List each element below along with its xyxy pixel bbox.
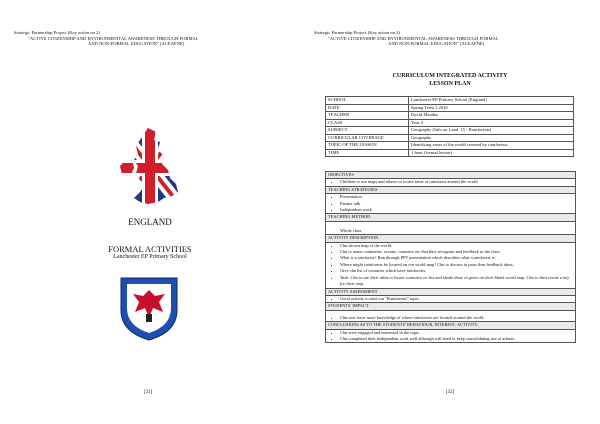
- title-line-1: CURRICULUM INTEGRATED ACTIVITY: [392, 73, 508, 79]
- info-value: Geography (Info on Land. 15 - Rainforests): [409, 127, 574, 135]
- list-item: • Independent work: [340, 207, 575, 213]
- info-value: Year 4: [409, 119, 574, 127]
- info-key: TOPIC OF THE LESSON: [326, 142, 409, 150]
- conclusions-list: [326, 330, 575, 343]
- list-item: • Chn now have more knowledge of where rainforests are located around the world.: [340, 315, 575, 321]
- lesson-info-table: [325, 96, 574, 157]
- method-text: Whole class: [340, 227, 362, 233]
- header-line-1: Strategic Partnership Project (Key action no 2): [314, 30, 400, 35]
- table-row: [326, 97, 574, 105]
- table-row: [326, 142, 574, 150]
- table-row: [326, 112, 574, 120]
- union-jack-map-icon: [118, 126, 182, 213]
- list-item: • Partner talk: [340, 201, 575, 207]
- page-number-right: [32]: [446, 390, 455, 395]
- info-value: 1 hour (formal lesson): [409, 149, 574, 157]
- lesson-plan-title: [328, 72, 572, 88]
- table-row: [326, 104, 574, 112]
- list-item: • What is a rainforest? Run through PPT presentation which describes what a rainforest is.: [340, 255, 575, 261]
- school-name: Lanchester EP Primary School: [113, 254, 187, 260]
- list-item: • Presentation: [340, 194, 575, 200]
- page-number-left: [31]: [144, 390, 153, 395]
- info-value: Identifying areas of the world covered by rainforests: [409, 142, 574, 150]
- table-row: [326, 149, 574, 157]
- info-key: TEACHER: [326, 112, 409, 120]
- activity-list: [326, 243, 575, 288]
- header-line-3: AND NON-FORMAL EDUCATION" (ACEAFNE): [88, 41, 185, 47]
- assessment-heading: ACTIVITY ASSESSMENT: [326, 288, 575, 296]
- info-key: SCHOOL: [326, 97, 409, 105]
- table-row: [326, 134, 574, 142]
- list-item: • Chn were engaged and interested in the topic.: [340, 330, 575, 336]
- lesson-plan-details: [325, 171, 576, 343]
- info-value: Geography: [409, 134, 574, 142]
- list-item: • Where might rainforests be located on our world map? Chn to discuss in pairs then feedback ideas.: [340, 262, 575, 268]
- country-heading: ENGLAND: [128, 217, 172, 227]
- header-line-2: "ACTIVE CITIZENSHIP AND ENVIRONMENTAL AWARENESS THROUGH FORMAL: [28, 35, 199, 41]
- list-item: • Task: Chn to use their atlas to locate countries on list and shade these in green on their blank world map. Chn to then create a key for their map.: [340, 275, 575, 288]
- section-title: FORMAL ACTIVITIES: [108, 244, 192, 254]
- school-badge-logo: [115, 274, 183, 347]
- list-item: • Chn to name continents, oceans, countries etc that they recognise and feedback to the class.: [340, 249, 575, 255]
- strategies-list: [326, 194, 575, 213]
- activity-heading: ACTIVITY DESCRIPTION: [326, 234, 575, 242]
- table-row: [326, 127, 574, 135]
- conclusions-heading: CONCLUSIONS AS TO THE STUDENTS' BEHAVIOUR, INTEREST, ACTIVITY:: [326, 321, 575, 329]
- list-item: • Children to use maps and atlases to locate areas of rainforest around the world.: [340, 179, 575, 185]
- title-line-2: LESSON PLAN: [429, 81, 471, 87]
- list-item: • Good activity to start our "Rainforests" topic.: [340, 296, 575, 302]
- header-line-2: "ACTIVE CITIZENSHIP AND ENVIRONMENTAL AWARENESS THROUGH FORMAL: [328, 35, 499, 41]
- info-key: CURRICULAR COVERAGE: [326, 134, 409, 142]
- info-key: TIME: [326, 149, 409, 157]
- list-item: • Chn shown map of the world.: [340, 243, 575, 249]
- header-line-1: Strategic Partnership Project (Key action no 2): [14, 30, 100, 35]
- info-value: David Mendus: [409, 112, 574, 120]
- info-key: SUBJECT: [326, 127, 409, 135]
- info-key: CLASS: [326, 119, 409, 127]
- list-item: • Chn completed their independent work well although will need to keep consolidating use of atlases.: [340, 336, 575, 342]
- strategies-heading: TEACHING STRATEGIES: [326, 186, 575, 194]
- objectives-heading: OBJECTIVES: [326, 172, 575, 179]
- impact-heading: STUDENTS' IMPACT: [326, 302, 575, 310]
- impact-list: [326, 311, 575, 321]
- header-line-3: AND NON-FORMAL EDUCATION" (ACEAFNE): [388, 41, 485, 47]
- table-row: [326, 119, 574, 127]
- project-header: [14, 30, 284, 47]
- info-value: Lanchester EP Primary School (England): [409, 97, 574, 105]
- info-key: DATE: [326, 104, 409, 112]
- list-item: • Give chn list of countries which have rainforests.: [340, 268, 575, 274]
- project-header-right: [314, 30, 584, 47]
- info-value: Spring Term 1 2016: [409, 104, 574, 112]
- method-heading: TEACHING METHOD: [326, 213, 575, 221]
